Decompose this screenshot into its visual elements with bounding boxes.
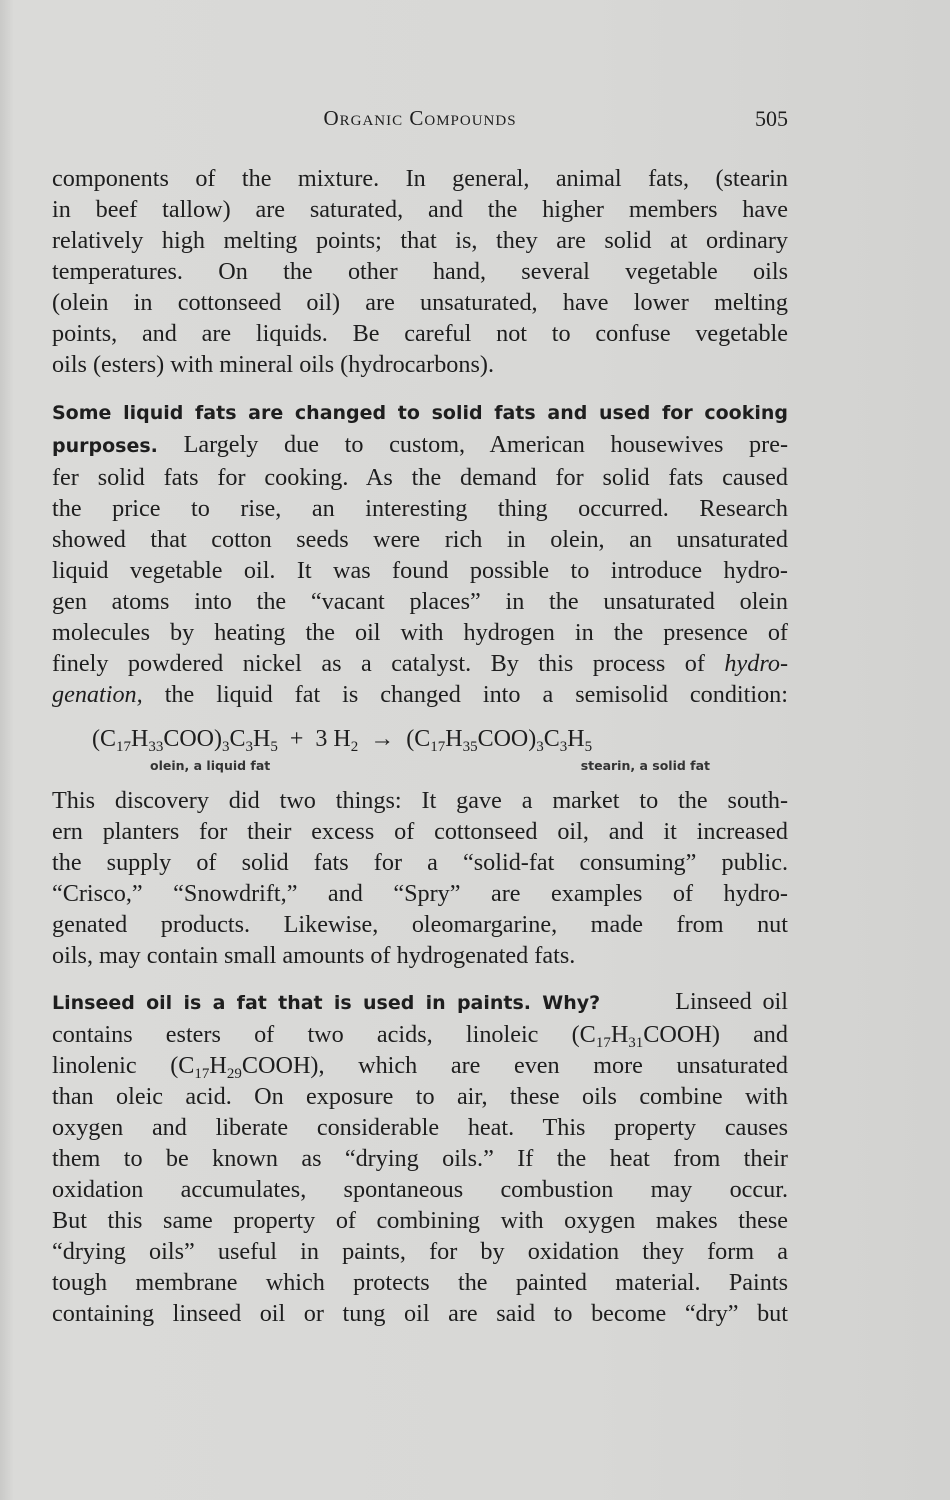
text-line: “Crisco,” “Snowdrift,” and “Spry” are examples of hydro-: [52, 880, 788, 907]
text-line: oxidation accumulates, spontaneous combustion may occur.: [52, 1176, 788, 1203]
text-line: containing linseed oil or tung oil are said to become “dry” but: [52, 1300, 788, 1327]
text-line: them to be known as “drying oils.” If the heat from their: [52, 1145, 788, 1172]
text-fragment: Largely due to custom, American housewives pre-: [157, 431, 788, 458]
equation-label-stearin: stearin, a solid fat: [580, 758, 710, 773]
text-line: fer solid fats for cooking. As the demand for solid fats caused: [52, 464, 788, 491]
text-line: ern planters for their excess of cottonseed oil, and it increased: [52, 818, 788, 845]
text-fragment: Linseed oil: [675, 988, 789, 1015]
text-line: temperatures. On the other hand, several vegetable oils: [52, 258, 788, 285]
text-line: oils (esters) with mineral oils (hydrocarbons).: [52, 351, 494, 378]
paragraph-discovery: [52, 785, 788, 971]
paragraph-linseed-oil: [52, 986, 788, 1329]
text-line: the supply of solid fats for a “solid-fat consuming” public.: [52, 849, 788, 876]
text-line: gen atoms into the “vacant places” in the unsaturated olein: [52, 588, 788, 615]
text-line: molecules by heating the oil with hydrogen in the presence of: [52, 619, 788, 646]
page-number: 505: [755, 106, 788, 131]
paragraph-hydrogenation: [52, 396, 788, 710]
page-header: [52, 106, 788, 136]
section-heading: Some liquid fats are changed to solid fats and used for cooking: [52, 402, 788, 424]
text-line: [52, 986, 788, 1019]
text-line: genated products. Likewise, oleomargarine, made from nut: [52, 911, 788, 938]
text-line: “drying oils” useful in paints, for by oxidation they form a: [52, 1238, 788, 1265]
text-line: [52, 679, 788, 710]
text-line: than oleic acid. On exposure to air, these oils combine with: [52, 1083, 788, 1110]
text-line: (olein in cottonseed oil) are unsaturated, have lower melting: [52, 289, 788, 316]
text-line: showed that cotton seeds were rich in olein, an unsaturated: [52, 526, 788, 553]
text-line: This discovery did two things: It gave a market to the south-: [52, 787, 788, 814]
text-line: relatively high melting points; that is, they are solid at ordinary: [52, 227, 788, 254]
chemical-equation: $(C_{17}H_{33}COO)_3C_3H_5 + 3$ $H_2 \to (C_{17}H_{35}COO)_3C_3H_5$: [92, 726, 593, 755]
text-line: contains esters of two acids, linoleic $(C_{17}H_{31}COOH)$ and: [52, 1021, 788, 1051]
text-line: [52, 648, 788, 679]
text-line: tough membrane which protects the painted material. Paints: [52, 1269, 788, 1296]
text-fragment: finely powdered nickel as a catalyst. By this process of: [52, 650, 725, 677]
text-line: oils, may contain small amounts of hydrogenated fats.: [52, 942, 576, 969]
section-heading-end: purposes.: [52, 435, 158, 457]
paragraph-fats-saturation: [52, 163, 788, 380]
italic-term: hydro-: [724, 650, 788, 677]
text-line: points, and are liquids. Be careful not to confuse vegetable: [52, 320, 788, 347]
text-line: [52, 429, 788, 462]
text-line: in beef tallow) are saturated, and the higher members have: [52, 196, 788, 223]
text-line: oxygen and liberate considerable heat. This property causes: [52, 1114, 788, 1141]
running-head: Organic Compounds: [323, 106, 517, 130]
text-line: But this same property of combining with oxygen makes these: [52, 1207, 788, 1234]
hydrogenation-equation: [52, 726, 788, 780]
equation-label-olein: olein, a liquid fat: [150, 758, 271, 773]
italic-term: genation,: [52, 681, 143, 708]
text-line: components of the mixture. In general, animal fats, (stearin: [52, 165, 788, 192]
text-line: liquid vegetable oil. It was found possible to introduce hydro-: [52, 557, 788, 584]
text-fragment: the liquid fat is changed into a semisolid condition:: [142, 681, 788, 708]
text-line: [52, 396, 788, 429]
text-line: the price to rise, an interesting thing occurred. Research: [52, 495, 788, 522]
text-line: linolenic $(C_{17}H_{29}COOH)$, which are even more unsaturated: [52, 1052, 788, 1082]
section-heading: Linseed oil is a fat that is used in paints. Why?: [52, 992, 601, 1014]
